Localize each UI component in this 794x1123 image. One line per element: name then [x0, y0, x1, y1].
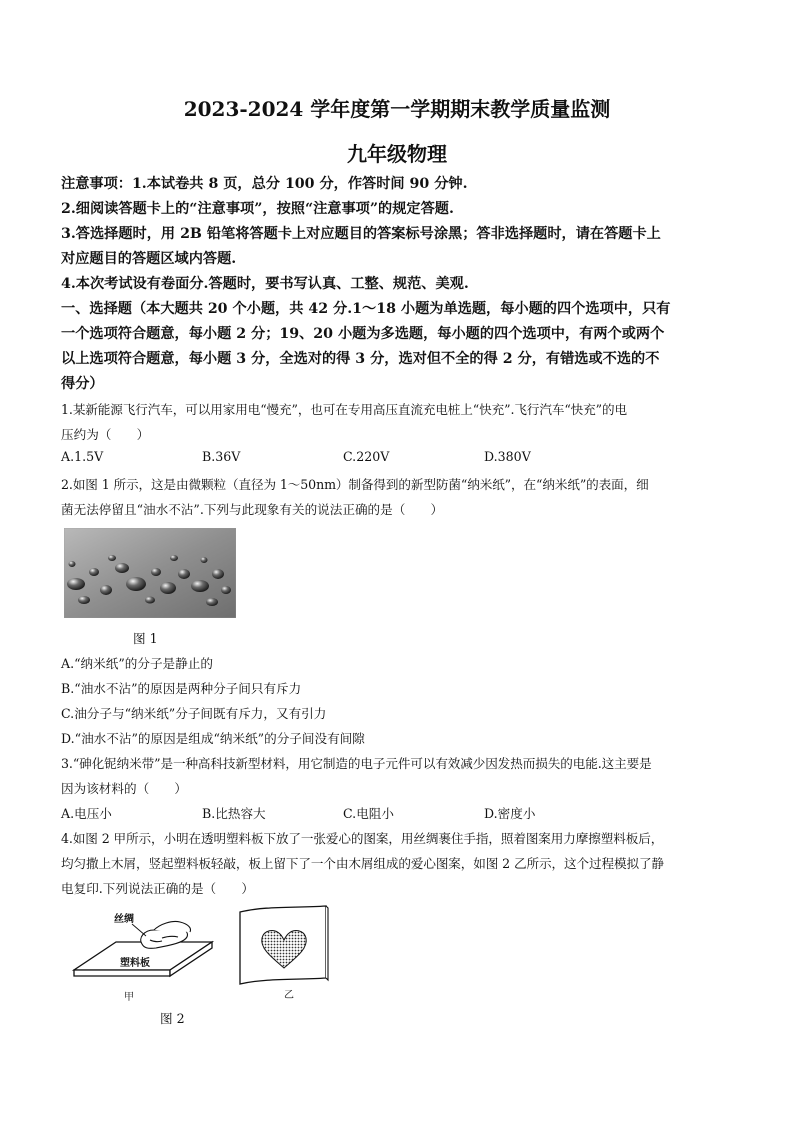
q2-option-d: D.“油水不沾”的原因是组成“纳米纸”的分子间没有间隙 [61, 731, 365, 746]
q3-line-2: 因为该材料的（ ） [61, 781, 187, 796]
q1-option-a: A.1.5V [61, 449, 104, 464]
yi-label: 乙 [284, 990, 294, 1001]
exam-subtitle: 九年级物理 [347, 142, 447, 166]
q1-option-b: B.36V [202, 449, 241, 464]
exam-title: 2023-2024 学年度第一学期期末教学质量监测 [183, 97, 611, 121]
figure1-caption: 图 1 [133, 631, 158, 646]
q3-option-c: C.电阻小 [343, 806, 394, 821]
q3-option-d: D.密度小 [484, 806, 536, 821]
section1-line-2: 一个选项符合题意，每小题 2 分；19、20 小题为多选题，每小题的四个选项中，有两个或两个 [61, 326, 665, 342]
section1-line-1: 一、选择题（本大题共 20 个小题，共 42 分.1～18 小题为单选题，每小题的四个选项中，只有 [61, 301, 671, 317]
section1-line-3: 以上选项符合题意，每小题 3 分，全选对的得 3 分，选对但不全的得 2 分，有错选或不选的不 [61, 351, 660, 367]
note-line-2: 2.细阅读答题卡上的“注意事项”，按照“注意事项”的规定答题. [61, 201, 454, 217]
q3-line-1: 3.“砷化铌纳米带”是一种高科技新型材料，用它制造的电子元件可以有效减少因发热而损失的电能.这主要是 [61, 756, 652, 771]
q1-line-1: 1.某新能源飞行汽车，可以用家用电“慢充”，也可在专用高压直流充电桩上“快充”.飞行汽车“快充”的电 [61, 402, 627, 417]
q2-option-b: B.“油水不沾”的原因是两种分子间只有斥力 [61, 681, 302, 696]
q1-option-d: D.380V [484, 449, 531, 464]
figure2-yi-drawing [234, 904, 334, 1004]
q3-option-b: B.比热容大 [202, 806, 266, 821]
q4-line-1: 4.如图 2 甲所示，小明在透明塑料板下放了一张爱心的图案，用丝绸裹住手指，照着图案用力摩擦塑料板后， [61, 831, 664, 846]
note-line-1: 注意事项：1.本试卷共 8 页，总分 100 分，作答时间 90 分钟. [61, 176, 468, 192]
figure2-caption: 图 2 [160, 1011, 185, 1026]
q3-option-a: A.电压小 [61, 806, 112, 821]
note-line-5: 4.本次考试设有卷面分.答题时，要书写认真、工整、规范、美观. [61, 276, 469, 292]
q2-option-a: A.“纳米纸”的分子是静止的 [61, 656, 213, 671]
q2-line-1: 2.如图 1 所示，这是由微颗粒（直径为 1～50nm）制备得到的新型防菌“纳米纸”，在“纳米纸”的表面，细 [61, 477, 649, 492]
q2-line-2: 菌无法停留且“油水不沾”.下列与此现象有关的说法正确的是（ ） [61, 502, 444, 517]
section1-line-4: 得分） [61, 376, 104, 392]
silk-label: 丝绸 [114, 914, 134, 925]
jia-label: 甲 [124, 992, 134, 1003]
q1-line-2: 压约为（ ） [61, 427, 150, 442]
board-label: 塑料板 [120, 958, 150, 969]
q4-line-3: 电复印.下列说法正确的是（ ） [61, 881, 254, 896]
note-line-3: 3.答选择题时，用 2B 铅笔将答题卡上对应题目的答案标号涂黑；答非选择题时，请在答题卡上 [61, 226, 661, 242]
nano-paper-photo [64, 528, 236, 618]
q2-option-c: C.油分子与“纳米纸”分子间既有斥力，又有引力 [61, 706, 327, 721]
q4-line-2: 均匀撒上木屑，竖起塑料板轻敲，板上留下了一个由木屑组成的爱心图案，如图 2 乙所示，这个过程模拟了静 [61, 856, 664, 871]
note-line-4: 对应题目的答题区域内答题. [61, 251, 237, 267]
q1-option-c: C.220V [343, 449, 390, 464]
figure2-jia-drawing [66, 908, 226, 1004]
